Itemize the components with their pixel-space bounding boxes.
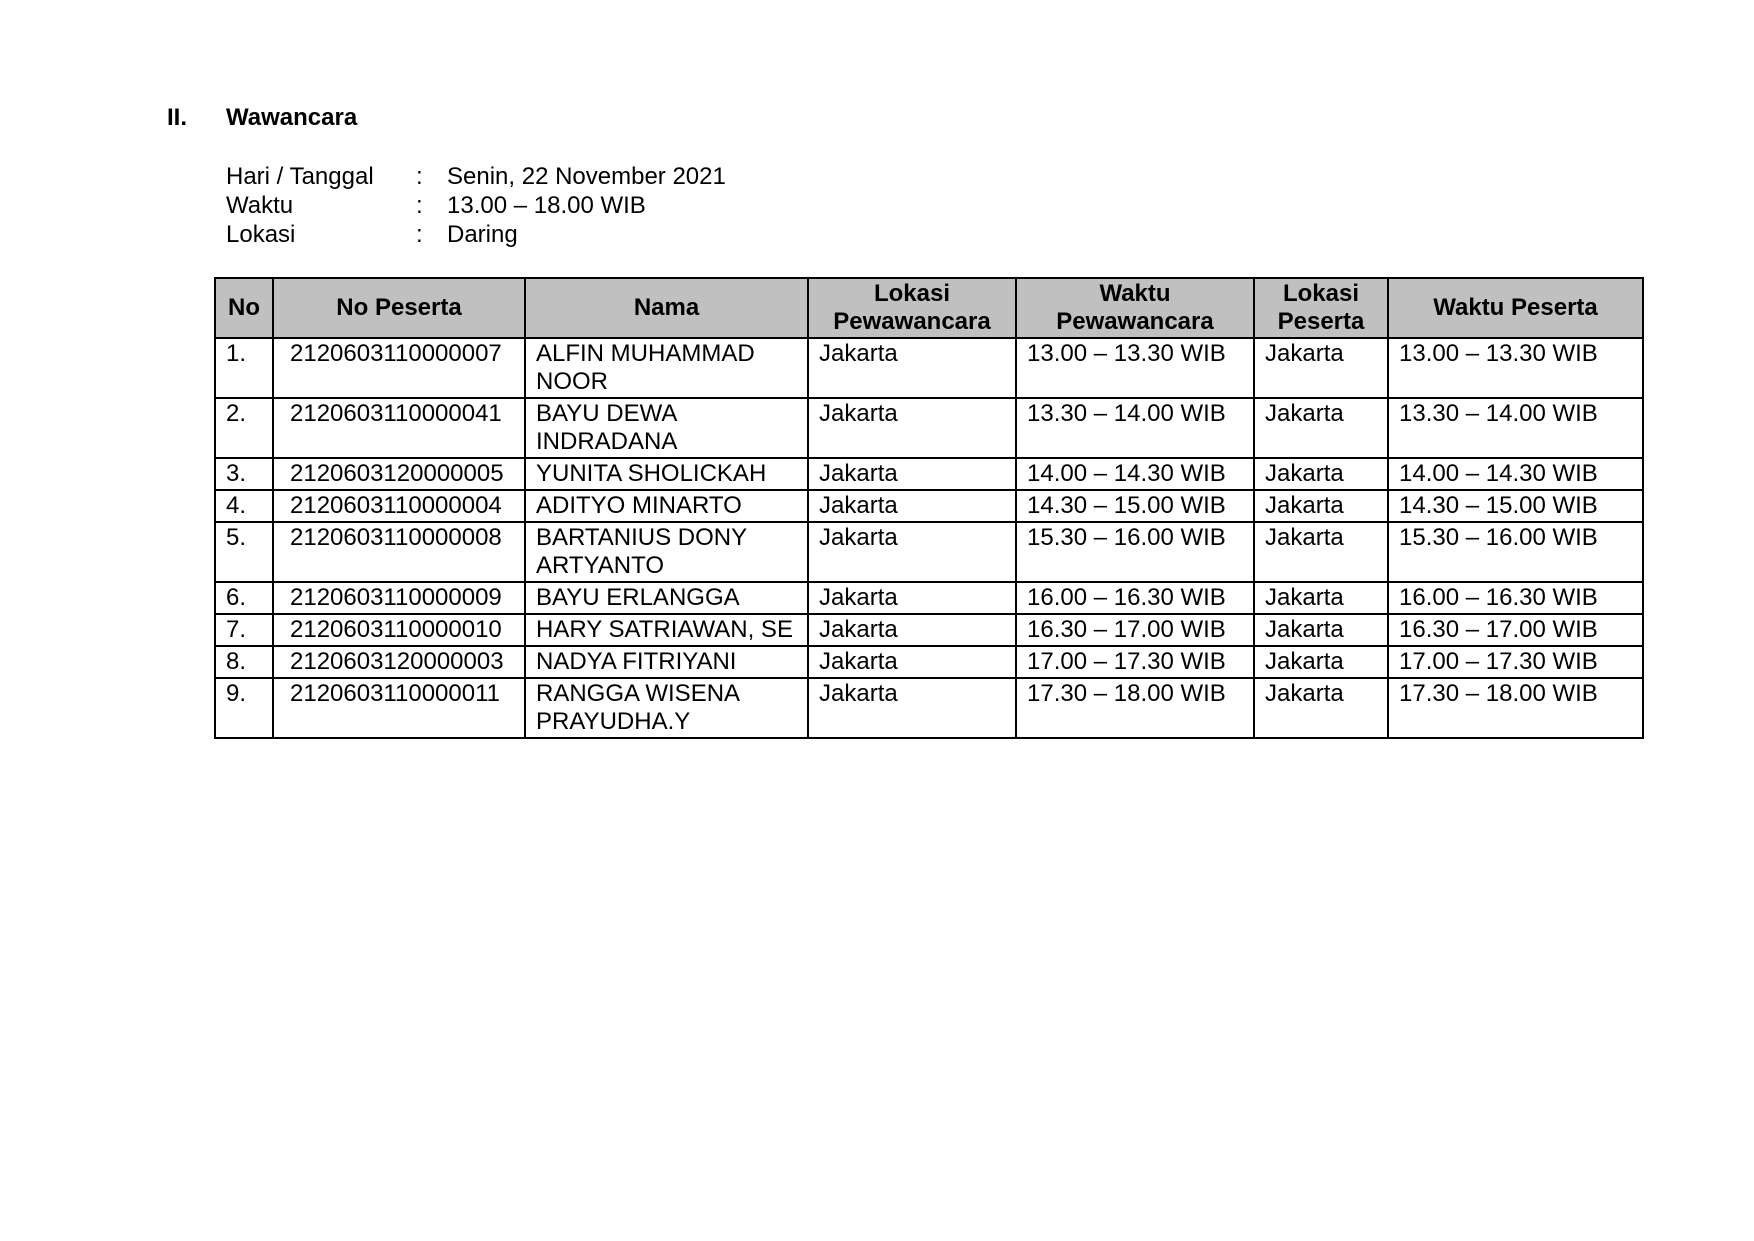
- section-number: II.: [167, 104, 188, 131]
- cell-lokasi-peserta: Jakarta: [1254, 522, 1388, 582]
- info-row-location: [226, 220, 726, 249]
- cell-no-peserta: 2120603110000004: [273, 490, 525, 522]
- cell-waktu-pewawancara: 16.00 – 16.30 WIB: [1016, 582, 1254, 614]
- table-row: [215, 458, 1643, 490]
- interview-schedule-table: [214, 277, 1644, 739]
- cell-waktu-peserta: 14.30 – 15.00 WIB: [1388, 490, 1643, 522]
- interview-info: [226, 162, 726, 249]
- cell-no: 2.: [215, 398, 273, 458]
- cell-no: 3.: [215, 458, 273, 490]
- cell-no-peserta: 2120603110000008: [273, 522, 525, 582]
- table-header-row: [215, 278, 1643, 338]
- table-row: [215, 398, 1643, 458]
- cell-no: 8.: [215, 646, 273, 678]
- cell-lokasi-peserta: Jakarta: [1254, 646, 1388, 678]
- cell-nama: ADITYO MINARTO: [525, 490, 808, 522]
- info-label: Waktu: [226, 192, 294, 219]
- cell-waktu-peserta: 17.00 – 17.30 WIB: [1388, 646, 1643, 678]
- cell-waktu-peserta: 13.30 – 14.00 WIB: [1388, 398, 1643, 458]
- cell-lokasi-pewawancara: Jakarta: [808, 614, 1016, 646]
- cell-no-peserta: 2120603120000005: [273, 458, 525, 490]
- info-row-time: [226, 191, 726, 220]
- cell-no-peserta: 2120603110000009: [273, 582, 525, 614]
- cell-waktu-peserta: 13.00 – 13.30 WIB: [1388, 338, 1643, 398]
- cell-no: 9.: [215, 678, 273, 738]
- cell-lokasi-pewawancara: Jakarta: [808, 458, 1016, 490]
- info-value: Senin, 22 November 2021: [447, 163, 726, 190]
- cell-nama: BAYU ERLANGGA: [525, 582, 808, 614]
- column-header-no: No: [215, 278, 273, 338]
- info-colon: :: [416, 221, 423, 248]
- info-value: 13.00 – 18.00 WIB: [447, 192, 646, 219]
- cell-no-peserta: 2120603120000003: [273, 646, 525, 678]
- cell-waktu-peserta: 15.30 – 16.00 WIB: [1388, 522, 1643, 582]
- info-label: Lokasi: [226, 221, 296, 248]
- section-title: Wawancara: [226, 104, 358, 131]
- cell-nama: ALFIN MUHAMMAD NOOR: [525, 338, 808, 398]
- cell-no-peserta: 2120603110000007: [273, 338, 525, 398]
- info-value: Daring: [447, 221, 518, 248]
- cell-waktu-pewawancara: 17.00 – 17.30 WIB: [1016, 646, 1254, 678]
- cell-no: 1.: [215, 338, 273, 398]
- cell-waktu-pewawancara: 13.00 – 13.30 WIB: [1016, 338, 1254, 398]
- cell-lokasi-peserta: Jakarta: [1254, 614, 1388, 646]
- info-row-date: [226, 162, 726, 191]
- cell-lokasi-peserta: Jakarta: [1254, 398, 1388, 458]
- table-row: [215, 522, 1643, 582]
- cell-no-peserta: 2120603110000041: [273, 398, 525, 458]
- cell-no: 6.: [215, 582, 273, 614]
- table-row: [215, 646, 1643, 678]
- info-colon: :: [416, 192, 423, 219]
- cell-waktu-peserta: 16.30 – 17.00 WIB: [1388, 614, 1643, 646]
- cell-no: 4.: [215, 490, 273, 522]
- column-header-waktu-pewawancara: Waktu Pewawancara: [1016, 278, 1254, 338]
- cell-waktu-peserta: 14.00 – 14.30 WIB: [1388, 458, 1643, 490]
- table-row: [215, 582, 1643, 614]
- cell-nama: NADYA FITRIYANI: [525, 646, 808, 678]
- cell-lokasi-pewawancara: Jakarta: [808, 338, 1016, 398]
- cell-waktu-pewawancara: 14.30 – 15.00 WIB: [1016, 490, 1254, 522]
- cell-waktu-pewawancara: 16.30 – 17.00 WIB: [1016, 614, 1254, 646]
- cell-no: 5.: [215, 522, 273, 582]
- cell-waktu-peserta: 17.30 – 18.00 WIB: [1388, 678, 1643, 738]
- cell-lokasi-pewawancara: Jakarta: [808, 522, 1016, 582]
- cell-lokasi-pewawancara: Jakarta: [808, 398, 1016, 458]
- table-row: [215, 338, 1643, 398]
- cell-nama: BARTANIUS DONY ARTYANTO: [525, 522, 808, 582]
- info-label: Hari / Tanggal: [226, 163, 374, 190]
- cell-lokasi-pewawancara: Jakarta: [808, 646, 1016, 678]
- column-header-lokasi-pewawancara: Lokasi Pewawancara: [808, 278, 1016, 338]
- column-header-lokasi-peserta: Lokasi Peserta: [1254, 278, 1388, 338]
- cell-waktu-pewawancara: 13.30 – 14.00 WIB: [1016, 398, 1254, 458]
- cell-waktu-peserta: 16.00 – 16.30 WIB: [1388, 582, 1643, 614]
- cell-waktu-pewawancara: 17.30 – 18.00 WIB: [1016, 678, 1254, 738]
- table-row: [215, 678, 1643, 738]
- table-row: [215, 614, 1643, 646]
- cell-lokasi-pewawancara: Jakarta: [808, 582, 1016, 614]
- cell-no: 7.: [215, 614, 273, 646]
- cell-lokasi-peserta: Jakarta: [1254, 338, 1388, 398]
- cell-no-peserta: 2120603110000010: [273, 614, 525, 646]
- cell-nama: HARY SATRIAWAN, SE: [525, 614, 808, 646]
- column-header-no-peserta: No Peserta: [273, 278, 525, 338]
- cell-lokasi-peserta: Jakarta: [1254, 490, 1388, 522]
- cell-nama: YUNITA SHOLICKAH: [525, 458, 808, 490]
- cell-nama: RANGGA WISENA PRAYUDHA.Y: [525, 678, 808, 738]
- cell-lokasi-peserta: Jakarta: [1254, 582, 1388, 614]
- cell-lokasi-peserta: Jakarta: [1254, 678, 1388, 738]
- cell-no-peserta: 2120603110000011: [273, 678, 525, 738]
- column-header-waktu-peserta: Waktu Peserta: [1388, 278, 1643, 338]
- section-heading: [167, 104, 357, 132]
- column-header-nama: Nama: [525, 278, 808, 338]
- cell-waktu-pewawancara: 14.00 – 14.30 WIB: [1016, 458, 1254, 490]
- cell-lokasi-peserta: Jakarta: [1254, 458, 1388, 490]
- info-colon: :: [416, 163, 423, 190]
- cell-waktu-pewawancara: 15.30 – 16.00 WIB: [1016, 522, 1254, 582]
- cell-nama: BAYU DEWA INDRADANA: [525, 398, 808, 458]
- cell-lokasi-pewawancara: Jakarta: [808, 678, 1016, 738]
- cell-lokasi-pewawancara: Jakarta: [808, 490, 1016, 522]
- table-row: [215, 490, 1643, 522]
